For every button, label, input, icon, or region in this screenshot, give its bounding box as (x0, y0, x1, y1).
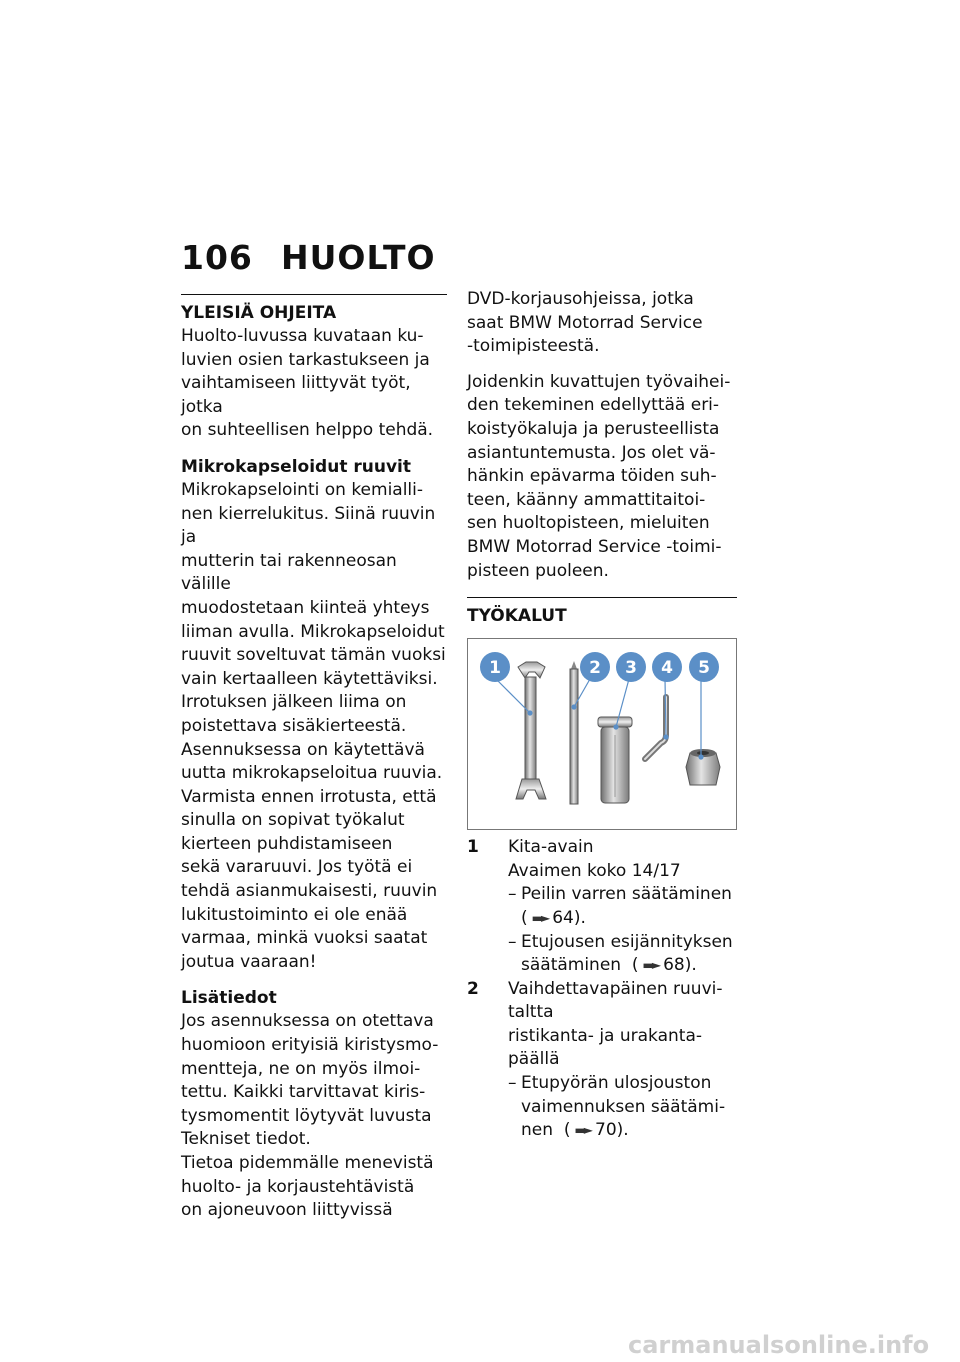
cross-reference[interactable]: nen ( ▬► 70). (521, 1119, 725, 1143)
sub-item-line: vaimennuksen säätämi- (521, 1096, 726, 1117)
hex-key-icon (645, 697, 666, 759)
text-line: koistyökaluja ja perusteellista (467, 418, 720, 439)
expertise-paragraph (467, 371, 737, 583)
sub-item-line: nen (521, 1120, 554, 1141)
text-line: Tekniset tiedot. (181, 1129, 311, 1150)
text-line: Huolto-luvussa kuvataan ku- (181, 326, 424, 346)
right-column (467, 288, 737, 1143)
left-column (181, 294, 447, 1223)
tool-item-1 (467, 836, 737, 978)
text-line: tysmomentit löytyvät luvusta (181, 1105, 432, 1126)
text-line: sekä vararuuvi. Jos työtä ei (181, 857, 413, 878)
text-line: BMW Motorrad Service -toimi- (467, 536, 722, 557)
wrench-icon (516, 662, 546, 799)
text-line: Joidenkin kuvattujen työvaihei- (467, 371, 731, 392)
section-title: YLEISIÄ OHJEITA (181, 303, 337, 323)
callout-4 (652, 652, 682, 682)
text-line: den tekeminen edellyttää eri- (467, 395, 720, 416)
text-line: uutta mikrokapseloitua ruuvia. (181, 763, 443, 784)
item-number: 1 (467, 837, 479, 858)
text-line: sinulla on sopivat työkalut (181, 810, 405, 831)
text-line: mutterin tai rakenneosan välille (181, 550, 397, 595)
item-line: taltta (508, 1002, 554, 1023)
text-line: liiman avulla. Mikrokapseloidut (181, 621, 445, 642)
socket-icon (686, 749, 720, 785)
intro-paragraph (181, 325, 447, 443)
text-line: lukitustoiminto ei ole enää (181, 904, 408, 925)
text-line: nen kierrelukitus. Siinä ruuvin ja (181, 503, 436, 548)
tool-item-2 (467, 978, 737, 1143)
callout-label: 5 (698, 658, 710, 679)
callout-2 (580, 652, 610, 682)
text-line: pisteen puoleen. (467, 560, 609, 581)
sub-item-line: Etupyörän ulosjouston (521, 1073, 712, 1094)
callout-label: 2 (589, 658, 601, 679)
cross-reference[interactable]: ( ▬► 64). (521, 907, 732, 931)
subsection-title: Mikrokapseloidut ruuvit (181, 456, 411, 477)
item-line: Avaimen koko 14/17 (508, 860, 681, 881)
text-line: on ajoneuvoon liittyvissä (181, 1200, 393, 1221)
footer-watermark: carmanualsonline.info (628, 1331, 930, 1359)
page-ref: 70). (595, 1120, 629, 1141)
page-ref-arrow-icon: ▬► (642, 958, 660, 973)
sub-item: – Peilin varren säätäminen ( ▬► 64). (508, 883, 737, 930)
callout-label: 1 (489, 658, 501, 679)
sub-item: – Etupyörän ulosjouston vaimennuksen säätämi- nen ( ▬► 70). (508, 1072, 737, 1143)
item-line: Vaihdettavapäinen ruuvi- (508, 978, 723, 999)
micro-paragraph (181, 479, 447, 974)
text-line: hänkin epävarma töiden suh- (467, 466, 717, 487)
item-number: 2 (467, 978, 479, 999)
page-number: 106 (181, 238, 253, 277)
tools-illustration (468, 639, 736, 829)
page-ref-arrow-icon: ▬► (531, 910, 549, 925)
text-line: Tietoa pidemmälle menevistä (181, 1153, 434, 1173)
text-line: kierteen puhdistamiseen (181, 833, 393, 854)
text-line: muodostetaan kiinteä yhteys (181, 597, 430, 618)
text-line: vaihtamiseen liittyvät työt, jotka (181, 373, 411, 417)
screwdriver-icon (570, 661, 578, 804)
sub-item-line: säätäminen (521, 955, 622, 976)
text-line: huomioon erityisiä kiristysmo- (181, 1035, 439, 1056)
text-line: Mikrokapselointi on kemialli- (181, 479, 424, 500)
item-line: Kita-avain (508, 837, 594, 858)
text-line: on suhteellisen helppo tehdä. (181, 420, 434, 441)
callout-label: 3 (625, 658, 637, 679)
page-ref: 68). (663, 955, 697, 976)
text-line: huolto- ja korjaustehtävistä (181, 1176, 415, 1197)
section-rule (181, 294, 447, 295)
page-ref: 64). (552, 907, 586, 928)
text-line: Irrotuksen jälkeen liima on (181, 692, 407, 713)
text-line: Jos asennuksessa on otettava (181, 1011, 434, 1032)
text-line: tettu. Kaikki tarvittavat kiris- (181, 1082, 426, 1103)
text-line: sen huoltopisteen, mieluiten (467, 513, 710, 534)
callout-1 (480, 652, 510, 682)
sub-item: – Etujousen esijännityksen säätäminen ( ▬► 68). (508, 931, 737, 978)
text-line: mentteja, ne on myös ilmoi- (181, 1058, 421, 1079)
section-rule (467, 597, 737, 598)
text-line: luvien osien tarkastukseen ja (181, 349, 430, 370)
handle-icon (598, 717, 632, 803)
text-line: asiantuntemusta. Jos olet vä- (467, 442, 716, 463)
text-line: poistettava sisäkierteestä. (181, 715, 407, 736)
page-ref-arrow-icon: ▬► (574, 1123, 592, 1138)
tools-figure (467, 638, 737, 830)
callout-label: 4 (661, 658, 673, 679)
subsection-title: Lisätiedot (181, 988, 277, 1009)
chapter-title: HUOLTO (281, 238, 436, 277)
section-title: TYÖKALUT (467, 606, 567, 627)
text-line: varmaa, minkä vuoksi saatat (181, 928, 428, 949)
cross-reference[interactable]: säätäminen ( ▬► 68). (521, 954, 733, 978)
text-line: DVD-korjausohjeissa, jotka (467, 289, 694, 309)
page-header (181, 238, 436, 277)
continuation-paragraph (467, 288, 737, 359)
text-line: saat BMW Motorrad Service (467, 312, 703, 333)
item-line: ristikanta- ja urakanta- (508, 1025, 702, 1046)
text-line: Asennuksessa on käytettävä (181, 739, 425, 760)
text-line: tehdä asianmukaisesti, ruuvin (181, 881, 438, 902)
text-line: joutua vaaraan! (181, 951, 317, 972)
callout-5 (689, 652, 719, 682)
text-line: ruuvit soveltuvat tämän vuoksi (181, 645, 446, 666)
sub-item-line: Peilin varren säätäminen (521, 884, 732, 905)
sub-item-line: Etujousen esijännityksen (521, 931, 733, 952)
text-line: vain kertaalleen käytettäviksi. (181, 668, 438, 689)
item-line: päällä (508, 1049, 560, 1070)
text-line: -toimipisteestä. (467, 336, 600, 357)
text-line: teen, käänny ammattitaitoi- (467, 489, 706, 510)
text-line: Varmista ennen irrotusta, että (181, 786, 437, 807)
info-paragraph (181, 1010, 447, 1222)
callout-3 (616, 652, 646, 682)
